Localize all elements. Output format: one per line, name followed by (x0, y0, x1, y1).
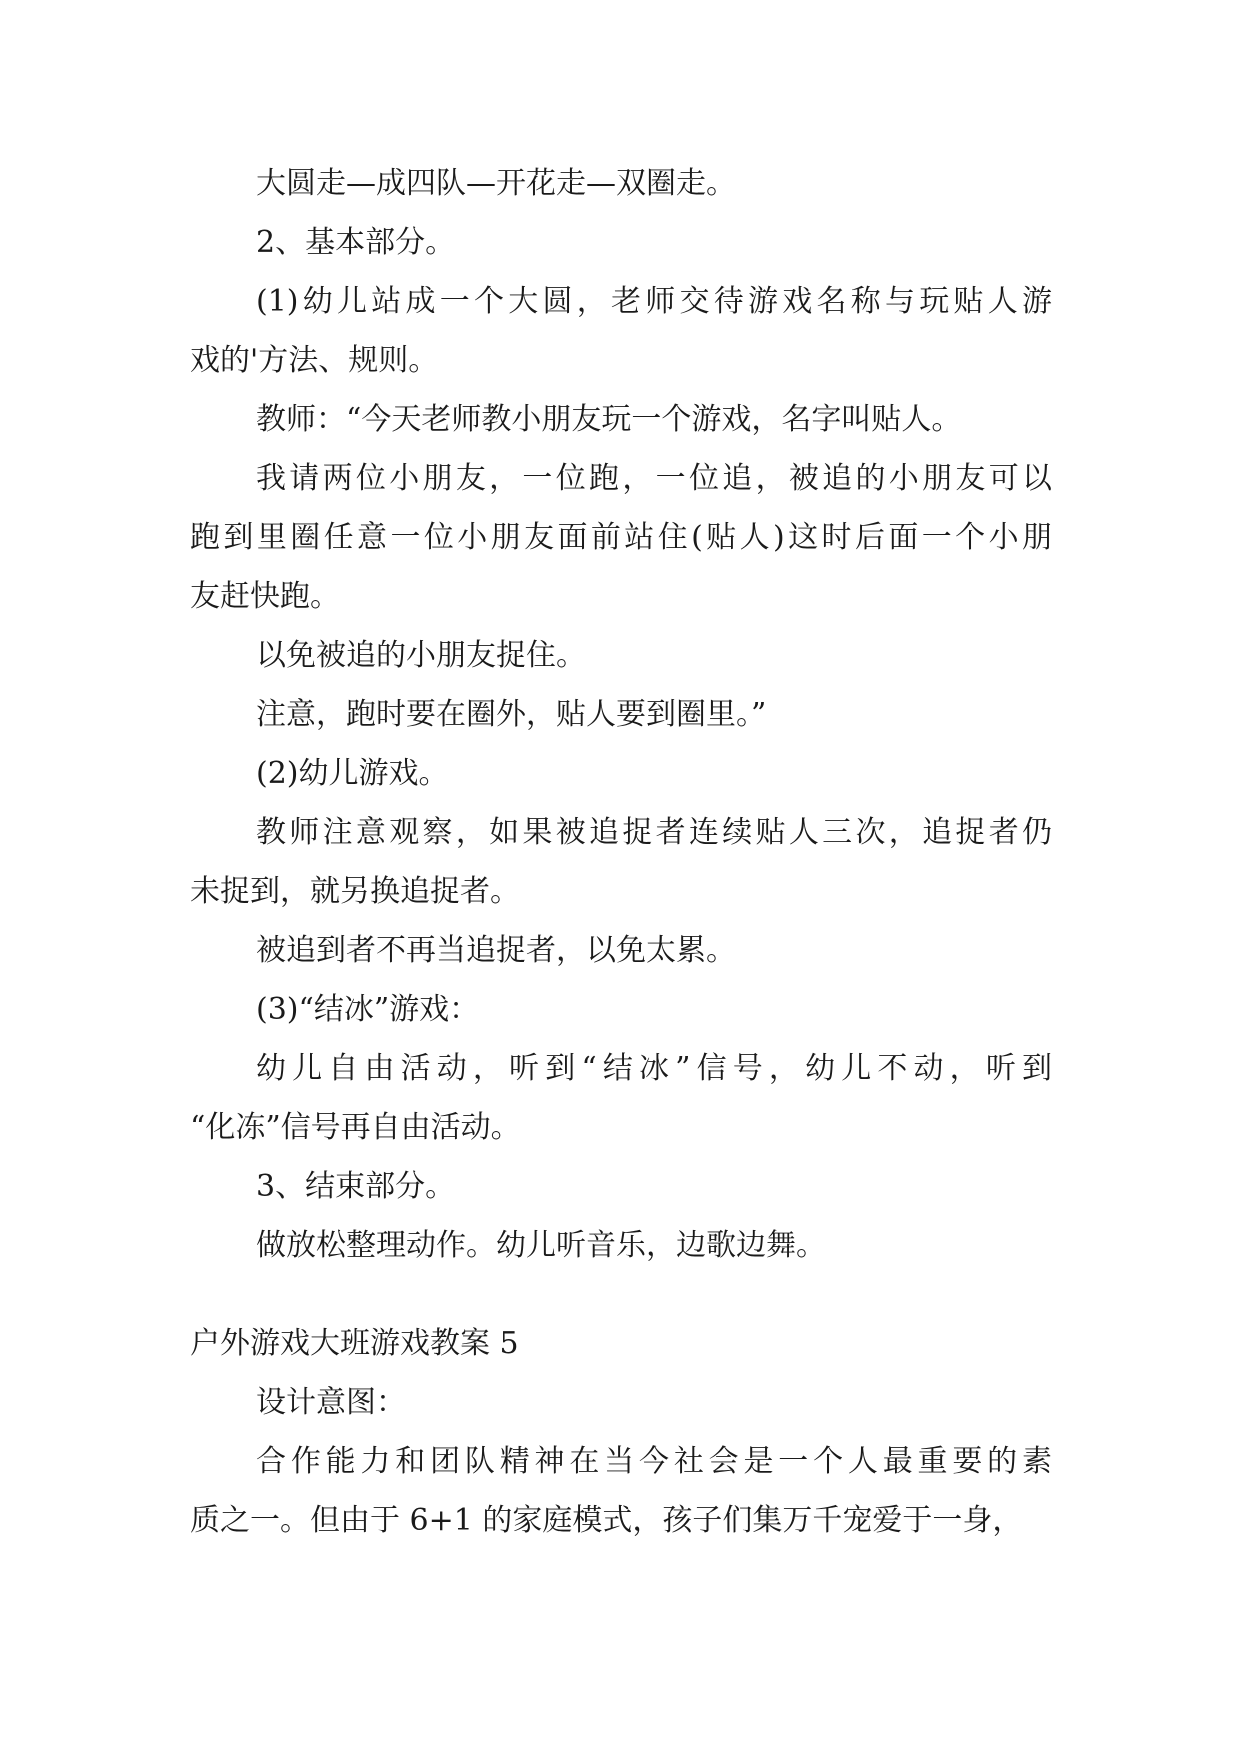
document-title: 户外游戏大班游戏教案 5 (190, 1326, 519, 1361)
paragraph-line: 合作能力和团队精神在当今社会是一个人最重要的素 (256, 1444, 1052, 1479)
paragraph-line: 友赶快跑。 (190, 579, 340, 614)
paragraph-line: 我请两位小朋友，一位跑，一位追，被追的小朋友可以 (256, 461, 1052, 496)
section-heading: 3、结束部分。 (256, 1169, 456, 1204)
paragraph-line: 被追到者不再当追捉者，以免太累。 (256, 933, 736, 968)
paragraph-line: “化冻”信号再自由活动。 (190, 1110, 521, 1145)
paragraph-line: 戏的'方法、规则。 (190, 343, 439, 378)
section-heading: 设计意图： (256, 1385, 406, 1420)
paragraph-line: (2)幼儿游戏。 (256, 756, 449, 791)
paragraph-line: 质之一。但由于 6+1 的家庭模式，孩子们集万千宠爱于一身， (190, 1503, 1023, 1538)
paragraph-line: 幼儿自由活动，听到“结冰”信号，幼儿不动，听到 (256, 1051, 1052, 1086)
paragraph-line: (1)幼儿站成一个大圆，老师交待游戏名称与玩贴人游 (256, 284, 1052, 319)
paragraph-line: 做放松整理动作。幼儿听音乐，边歌边舞。 (256, 1228, 826, 1263)
paragraph-line: 以免被追的小朋友捉住。 (256, 638, 586, 673)
paragraph-line: (3)“结冰”游戏： (256, 992, 480, 1027)
paragraph-line: 跑到里圈任意一位小朋友面前站住(贴人)这时后面一个小朋 (190, 520, 1052, 555)
paragraph-line: 注意，跑时要在圈外，贴人要到圈里。” (256, 697, 767, 732)
paragraph-line: 未捉到，就另换追捉者。 (190, 874, 520, 909)
section-heading: 2、基本部分。 (256, 225, 456, 260)
paragraph-line: 大圆走—成四队—开花走—双圈走。 (256, 166, 736, 201)
paragraph-line: 教师：“今天老师教小朋友玩一个游戏，名字叫贴人。 (256, 402, 962, 437)
paragraph-line: 教师注意观察，如果被追捉者连续贴人三次，追捉者仍 (256, 815, 1052, 850)
